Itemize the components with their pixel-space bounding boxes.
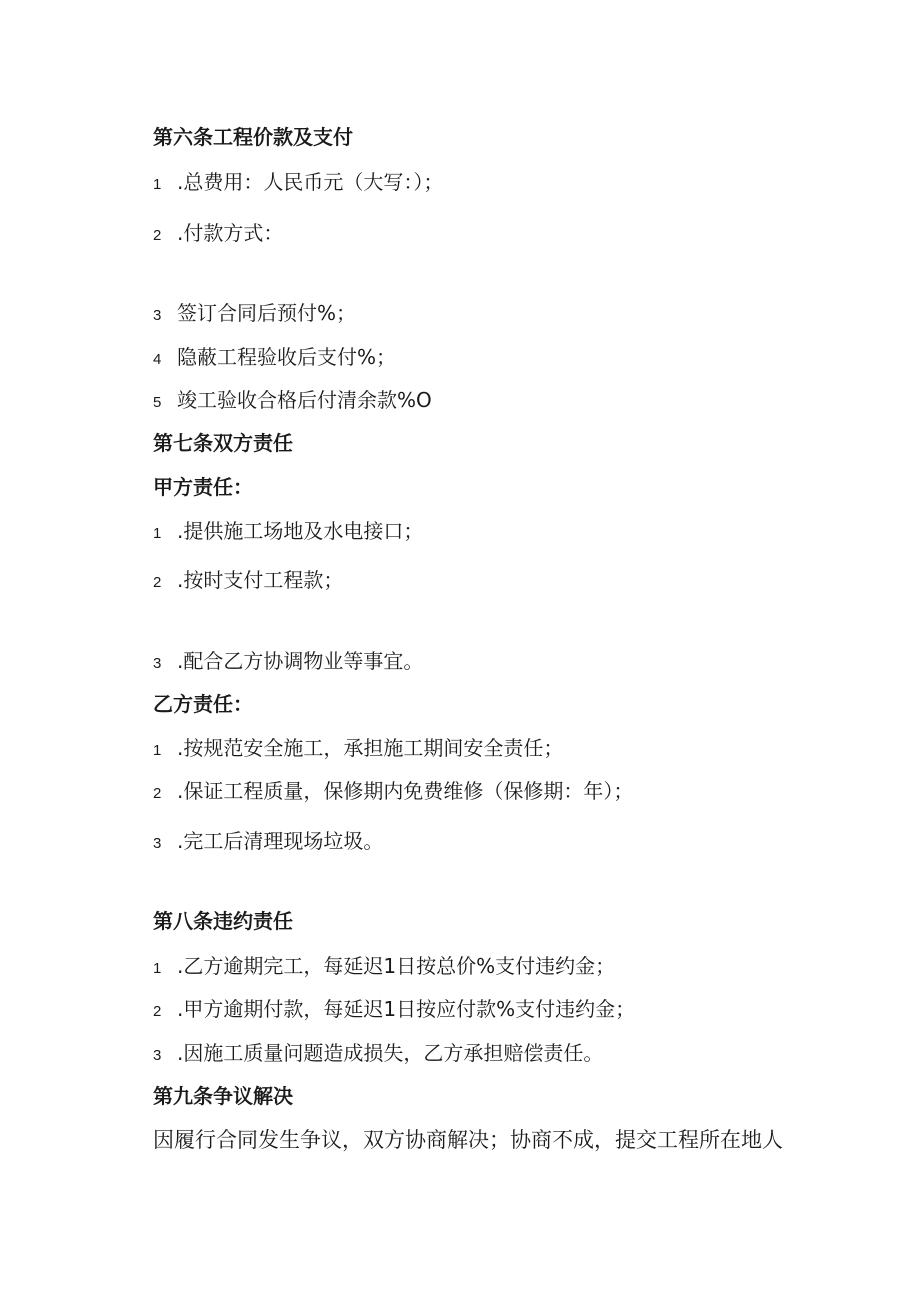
item-number: 1 xyxy=(153,525,162,542)
item-number: 4 xyxy=(153,351,162,368)
section6-item-3 xyxy=(153,299,356,330)
section6-item-4 xyxy=(153,343,396,374)
section7-title: 第七条双方责任 xyxy=(153,431,293,455)
section6-item-5 xyxy=(153,386,432,417)
section8-item-2 xyxy=(153,995,635,1026)
item-number: 2 xyxy=(153,574,162,591)
item-number: 2 xyxy=(153,1003,162,1020)
item-number: 2 xyxy=(153,785,162,802)
item-text: 竣工验收合格后付清余款%O xyxy=(177,388,432,412)
section8-item-1 xyxy=(153,952,615,983)
item-text: .总费用：人民币元（大写：）； xyxy=(177,170,444,194)
party-b-item-3 xyxy=(153,827,383,858)
item-text: .甲方逾期付款，每延迟1日按应付款%支付违约金； xyxy=(177,997,636,1021)
party-a-item-2 xyxy=(153,566,343,597)
item-number: 3 xyxy=(153,1047,162,1064)
party-b-item-1 xyxy=(153,734,563,765)
party-a-item-3 xyxy=(153,647,423,678)
party-a-title: 甲方责任： xyxy=(153,475,253,499)
item-text: .按规范安全施工，承担施工期间安全责任； xyxy=(177,736,564,760)
section8-title: 第八条违约责任 xyxy=(153,909,293,933)
item-number: 3 xyxy=(153,655,162,672)
item-number: 3 xyxy=(153,307,162,324)
item-number: 3 xyxy=(153,835,162,852)
section6-item-1 xyxy=(153,168,443,199)
section9-body: 因履行合同发生争议，双方协商解决；协商不成，提交工程所在地人 xyxy=(153,1128,783,1152)
item-number: 2 xyxy=(153,227,162,244)
party-a-item-1 xyxy=(153,517,423,548)
section9-title: 第九条争议解决 xyxy=(153,1084,293,1108)
item-text: .提供施工场地及水电接口； xyxy=(177,519,424,543)
section6-item-2 xyxy=(153,219,283,250)
item-text: 签订合同后预付%； xyxy=(177,301,357,325)
item-text: .乙方逾期完工，每延迟1日按总价%支付违约金； xyxy=(177,954,616,978)
item-number: 1 xyxy=(153,742,162,759)
item-text: 隐蔽工程验收后支付%； xyxy=(177,345,397,369)
item-number: 1 xyxy=(153,960,162,977)
item-text: .因施工质量问题造成损失，乙方承担赔偿责任。 xyxy=(177,1041,604,1065)
party-b-title: 乙方责任： xyxy=(153,692,253,716)
section6-title: 第六条工程价款及支付 xyxy=(153,125,353,149)
item-number: 5 xyxy=(153,394,162,411)
item-number: 1 xyxy=(153,176,162,193)
section8-item-3 xyxy=(153,1039,603,1070)
item-text: .付款方式： xyxy=(177,221,284,245)
party-b-item-2 xyxy=(153,777,633,808)
item-text: .配合乙方协调物业等事宜。 xyxy=(177,649,424,673)
item-text: .保证工程质量，保修期内免费维修（保修期：年）； xyxy=(177,779,634,803)
item-text: .按时支付工程款； xyxy=(177,568,344,592)
item-text: .完工后清理现场垃圾。 xyxy=(177,829,384,853)
